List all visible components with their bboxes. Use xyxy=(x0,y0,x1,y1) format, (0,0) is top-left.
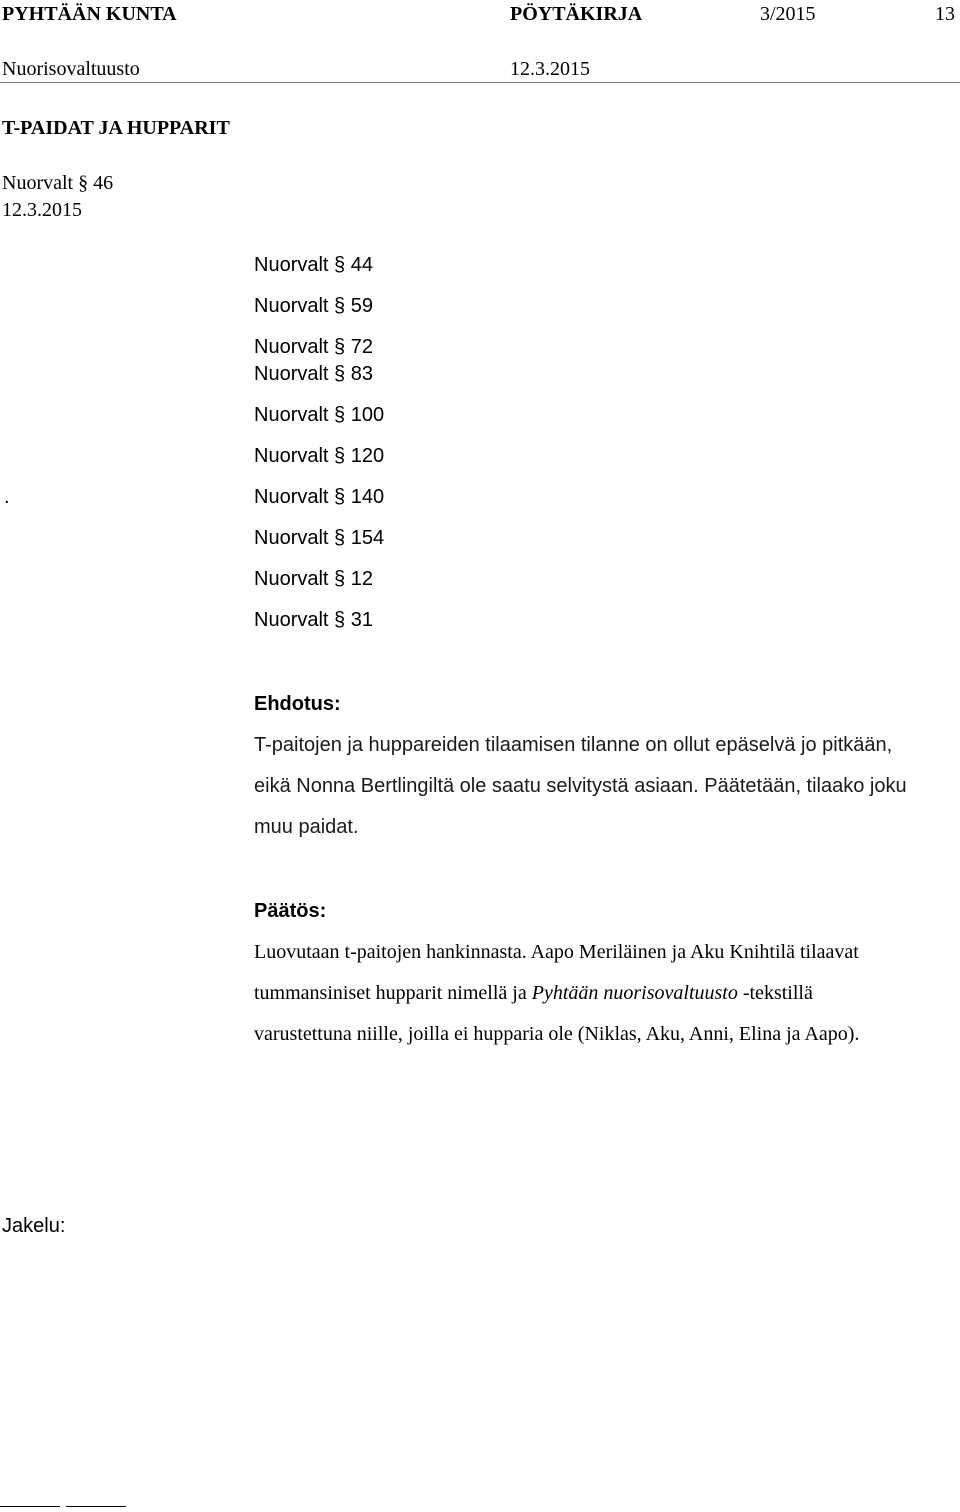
organization-name-italic: Pyhtään nuorisovaltuusto xyxy=(531,982,738,1004)
previous-ref-item: Nuorvalt § 72 xyxy=(254,336,373,358)
distribution-label: Jakelu: xyxy=(2,1215,66,1237)
decision-text-segment: tummansiniset hupparit nimellä ja xyxy=(254,982,532,1004)
document-number: 3/2015 xyxy=(760,3,816,25)
stray-mark: . xyxy=(4,486,10,508)
previous-ref-item: Nuorvalt § 12 xyxy=(254,568,373,590)
organization-name: PYHTÄÄN KUNTA xyxy=(2,3,177,25)
previous-ref-item: Nuorvalt § 100 xyxy=(254,404,385,426)
proposal-text-line: eikä Nonna Bertlingiltä ole saatu selvitystä asiaan. Päätetään, tilaako joku xyxy=(254,775,907,797)
signature-line xyxy=(66,1506,126,1507)
previous-ref-item: Nuorvalt § 44 xyxy=(254,254,373,276)
previous-ref-item: Nuorvalt § 140 xyxy=(254,486,385,508)
decision-text-line: varustettuna niille, joilla ei hupparia ole (Niklas, Aku, Anni, Elina ja Aapo). xyxy=(254,1023,860,1045)
page-title: T-PAIDAT JA HUPPARIT xyxy=(2,117,230,139)
signature-line xyxy=(0,1506,60,1507)
previous-ref-item: Nuorvalt § 31 xyxy=(254,609,373,631)
document-type: PÖYTÄKIRJA xyxy=(510,3,643,25)
previous-ref-item: Nuorvalt § 120 xyxy=(254,445,385,467)
previous-ref-item: Nuorvalt § 154 xyxy=(254,527,385,549)
decision-text-line xyxy=(254,982,954,1005)
decision-text-segment: -tekstillä xyxy=(737,982,813,1004)
decision-text-line: Luovutaan t-paitojen hankinnasta. Aapo Meriläinen ja Aku Knihtilä tilaavat xyxy=(254,941,859,963)
section-date: 12.3.2015 xyxy=(2,199,82,221)
page-number: 13 xyxy=(935,3,955,25)
header-divider xyxy=(0,82,960,83)
section-reference: Nuorvalt § 46 xyxy=(2,172,114,194)
proposal-text-line: muu paidat. xyxy=(254,816,359,838)
proposal-text-line: T-paitojen ja huppareiden tilaamisen tilanne on ollut epäselvä jo pitkään, xyxy=(254,734,893,756)
body-name: Nuorisovaltuusto xyxy=(2,58,140,80)
previous-ref-item: Nuorvalt § 59 xyxy=(254,295,373,317)
decision-heading: Päätös: xyxy=(254,900,327,922)
proposal-heading: Ehdotus: xyxy=(254,693,341,715)
meeting-date: 12.3.2015 xyxy=(510,58,590,80)
previous-ref-item: Nuorvalt § 83 xyxy=(254,363,373,385)
